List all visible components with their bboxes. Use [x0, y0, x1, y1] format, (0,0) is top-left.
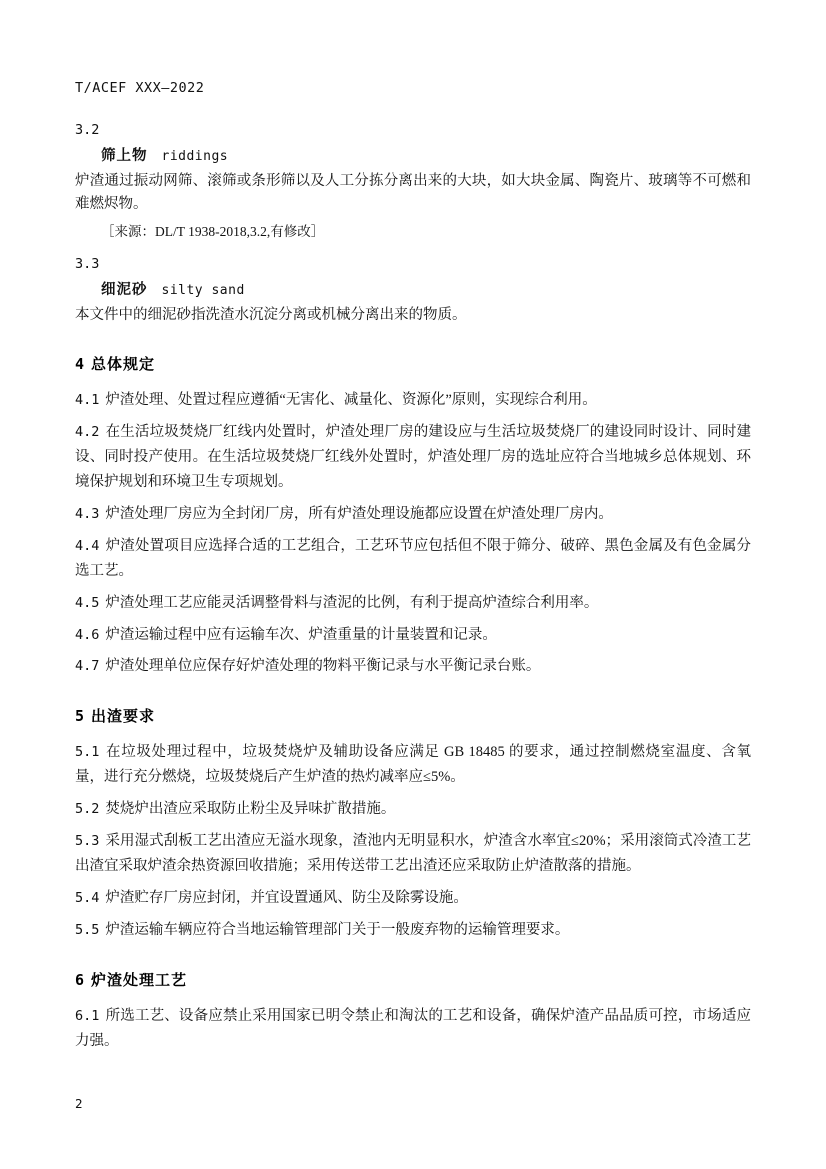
clause-text: 炉渣处置项目应选择合适的工艺组合，工艺环节应包括但不限于筛分、破碎、黑色金属及有色金属分选工艺。 [75, 537, 751, 579]
clause-number: 5.4 [75, 890, 100, 907]
clause-number-3-2: 3.2 [75, 122, 100, 138]
term-english: silty sand [161, 282, 245, 298]
section-number: 6 [75, 970, 85, 989]
section-heading-4 [75, 353, 751, 374]
clause-number: 4.5 [75, 594, 100, 611]
clause-text: 炉渣贮存厂房应封闭，并宜设置通风、防尘及除雾设施。 [105, 890, 468, 907]
clause-item [75, 388, 751, 413]
clause-number: 4.2 [75, 423, 100, 440]
clause-number: 4.6 [75, 626, 100, 643]
clause-item [75, 829, 751, 879]
clause-number: 4.7 [75, 658, 100, 675]
section-number: 4 [75, 355, 85, 374]
term-entry-3-2 [75, 144, 751, 165]
clause-number: 5.5 [75, 922, 100, 939]
clause-text: 炉渣处理工艺应能灵活调整骨料与渣泥的比例，有利于提高炉渣综合利用率。 [105, 594, 599, 611]
section-number: 5 [75, 707, 85, 726]
clause-item [75, 886, 751, 911]
clause-item [75, 420, 751, 495]
standard-code-header: T/ACEF XXX—2022 [75, 80, 205, 96]
clause-text: 焚烧炉出渣应采取防止粉尘及异味扩散措施。 [105, 801, 396, 818]
clause-text: 在垃圾处理过程中，垃圾焚烧炉及辅助设备应满足 GB 18485 的要求，通过控制燃烧室温度、含氧量，进行充分燃烧，垃圾焚烧后产生炉渣的热灼减率应≤5%。 [75, 744, 751, 786]
clause-item [75, 623, 751, 648]
term-definition-3-2: 炉渣通过振动网筛、滚筛或条形筛以及人工分拣分离出来的大块，如大块金属、陶瓷片、玻璃等不可燃和难燃烬物。 [75, 173, 751, 213]
page-content [75, 80, 751, 1061]
clause-number-3-3: 3.3 [75, 255, 100, 272]
clause-number: 6.1 [75, 1007, 100, 1024]
clause-item [75, 1004, 751, 1054]
clause-number: 5.3 [75, 833, 100, 850]
clause-text: 炉渣运输过程中应有运输车次、炉渣重量的计量装置和记录。 [105, 626, 497, 643]
clause-item [75, 534, 751, 584]
clause-item [75, 797, 751, 822]
term-chinese: 筛上物 [101, 148, 148, 164]
clause-item [75, 502, 751, 527]
clause-text: 所选工艺、设备应禁止采用国家已明令禁止和淘汰的工艺和设备，确保炉渣产品品质可控，市场适应力强。 [75, 1007, 751, 1049]
clause-number: 4.4 [75, 537, 100, 554]
clause-item [75, 591, 751, 616]
clause-number: 5.1 [75, 744, 100, 761]
clause-number: 5.2 [75, 801, 100, 818]
clause-text: 炉渣处理单位应保存好炉渣处理的物料平衡记录与水平衡记录台账。 [105, 658, 541, 675]
clause-item [75, 740, 751, 790]
term-english: riddings [161, 149, 229, 164]
term-definition-3-3: 本文件中的细泥砂指洗渣水沉淀分离或机械分离出来的物质。 [75, 306, 467, 323]
clause-text: 采用湿式刮板工艺出渣应无溢水现象，渣池内无明显积水，炉渣含水率宜≤20%；采用滚筒式冷渣工艺出渣宜采取炉渣余热资源回收措施；采用传送带工艺出渣还应采取防止炉渣散落的措施。 [75, 833, 751, 875]
section-title: 总体规定 [91, 357, 156, 374]
clause-number: 4.1 [75, 392, 100, 409]
clause-number: 4.3 [75, 505, 100, 522]
term-chinese: 细泥砂 [101, 281, 148, 298]
section-title: 炉渣处理工艺 [91, 972, 188, 989]
clause-text: 炉渣处理厂房应为全封闭厂房，所有炉渣处理设施都应设置在炉渣处理厂房内。 [105, 505, 613, 522]
clause-text: 炉渣处理、处置过程应遵循“无害化、减量化、资源化”原则，实现综合利用。 [105, 392, 597, 409]
clause-item [75, 654, 751, 679]
page-number: 2 [75, 1096, 83, 1111]
term-entry-3-3 [75, 278, 751, 299]
term-source-3-2: ［来源：DL/T 1938-2018,3.2,有修改］ [101, 223, 325, 239]
clause-text: 炉渣运输车辆应符合当地运输管理部门关于一般废弃物的运输管理要求。 [105, 922, 570, 939]
clause-item [75, 918, 751, 943]
clause-text: 在生活垃圾焚烧厂红线内处置时，炉渣处理厂房的建设应与生活垃圾焚烧厂的建设同时设计、同时建设、同时投产使用。在生活垃圾焚烧厂红线外处置时，炉渣处理厂房的选址应符合当地城乡总体规划、环境保护规划和环境卫生专项规划。 [75, 423, 751, 490]
section-heading-5 [75, 705, 751, 726]
section-title: 出渣要求 [91, 709, 156, 726]
section-heading-6 [75, 969, 751, 990]
